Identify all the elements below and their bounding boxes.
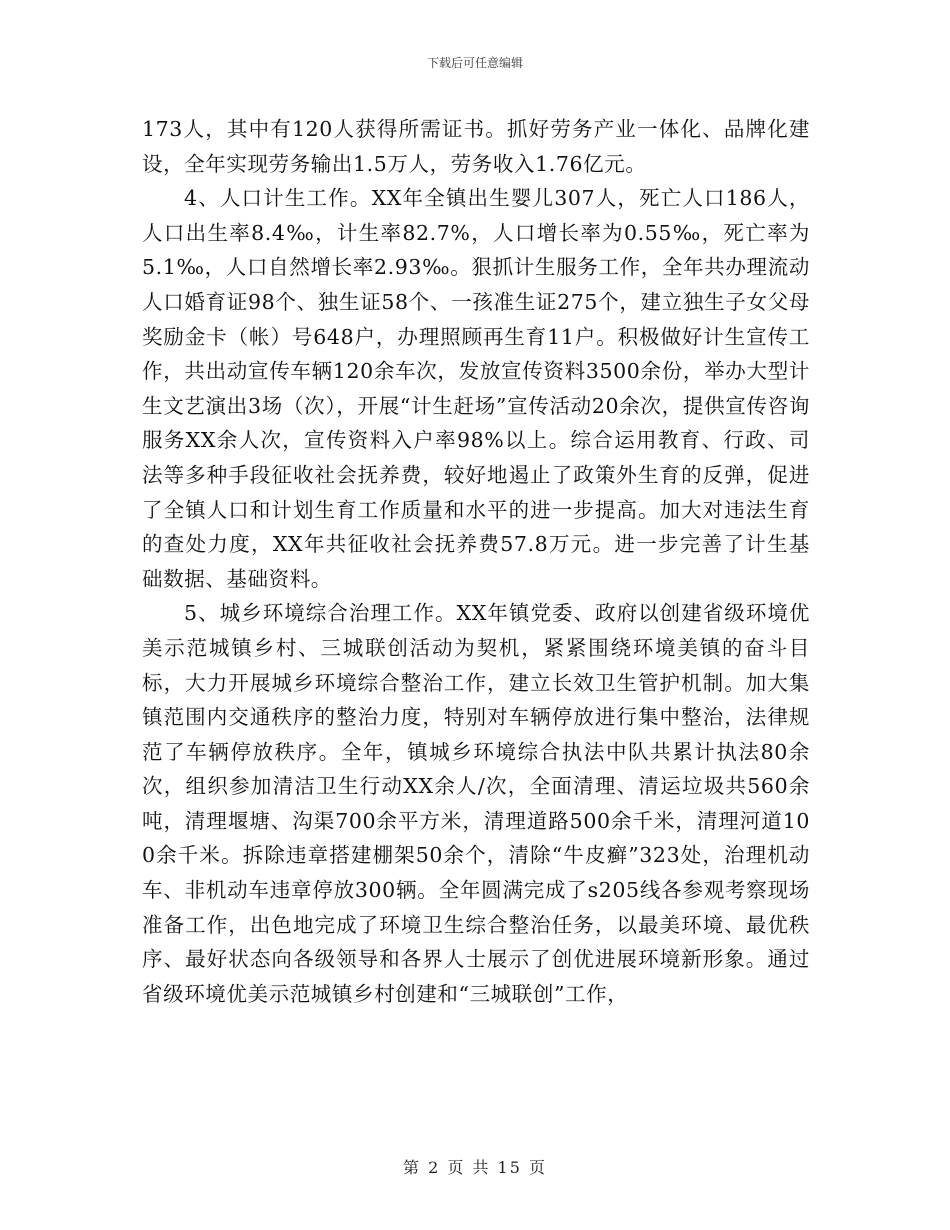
paragraph-family-planning: 4、人口计生工作。XX年全镇出生婴儿307人，死亡人口186人，人口出生率8.4‰，计生率82.7%，人口增长率为0.55‰，死亡率为5.1‰，人口自然增长率2.93‰。狠抓计生服务工作，全年共办理流动人口婚育证98个、独生证58个、一孩准生证275个，建立独生子女父母奖励金卡（帐）号648户，办理照顾再生育11户。积极做好计生宣传工作，共出动宣传车辆120余车次，发放宣传资料3500余份，举办大型计生文艺演出3场（次），开展“计生赶场”宣传活动20余次，提供宣传咨询服务XX余人次，宣传资料入户率98%以上。综合运用教育、行政、司法等多种手段征收社会抚养费，较好地遏止了政策外生育的反弹，促进了全镇人口和计划生育工作质量和水平的进一步提高。加大对违法生育的查处力度，XX年共征收社会抚养费57.8万元。进一步完善了计生基础数据、基础资料。 bbox=[142, 186, 810, 591]
document-body bbox=[142, 112, 810, 1011]
paragraph-environment: 5、城乡环境综合治理工作。XX年镇党委、政府以创建省级环境优美示范城镇乡村、三城联创活动为契机，紧紧围绕环境美镇的奋斗目标，大力开展城乡环境综合整治工作，建立长效卫生管护机制。加大集镇范围内交通秩序的整治力度，特别对车辆停放进行集中整治，法律规范了车辆停放秩序。全年，镇城乡环境综合执法中队共累计执法80余次，组织参加清洁卫生行动XX余人/次，全面清理、清运垃圾共560余吨，清理堰塘、沟渠700余平方米，清理道路500余千米，清理河道100余千米。拆除违章搭建棚架50余个，清除“牛皮癣”323处，治理机动车、非机动车违章停放300辆。全年圆满完成了s205线各参观考察现场准备工作，出色地完成了环境卫生综合整治任务，以最美环境、最优秩序、最好状态向各级领导和各界人士展示了创优进展环境新形象。通过省级环境优美示范城镇乡村创建和“三城联创”工作， bbox=[142, 601, 810, 1006]
page-number-footer: 第 2 页 共 15 页 bbox=[403, 1158, 547, 1177]
page-header-note: 下载后可任意编辑 bbox=[426, 56, 523, 70]
paragraph-labor-continued: 173人，其中有120人获得所需证书。抓好劳务产业一体化、品牌化建设，全年实现劳务输出1.5万人，劳务收入1.76亿元。 bbox=[142, 117, 810, 176]
